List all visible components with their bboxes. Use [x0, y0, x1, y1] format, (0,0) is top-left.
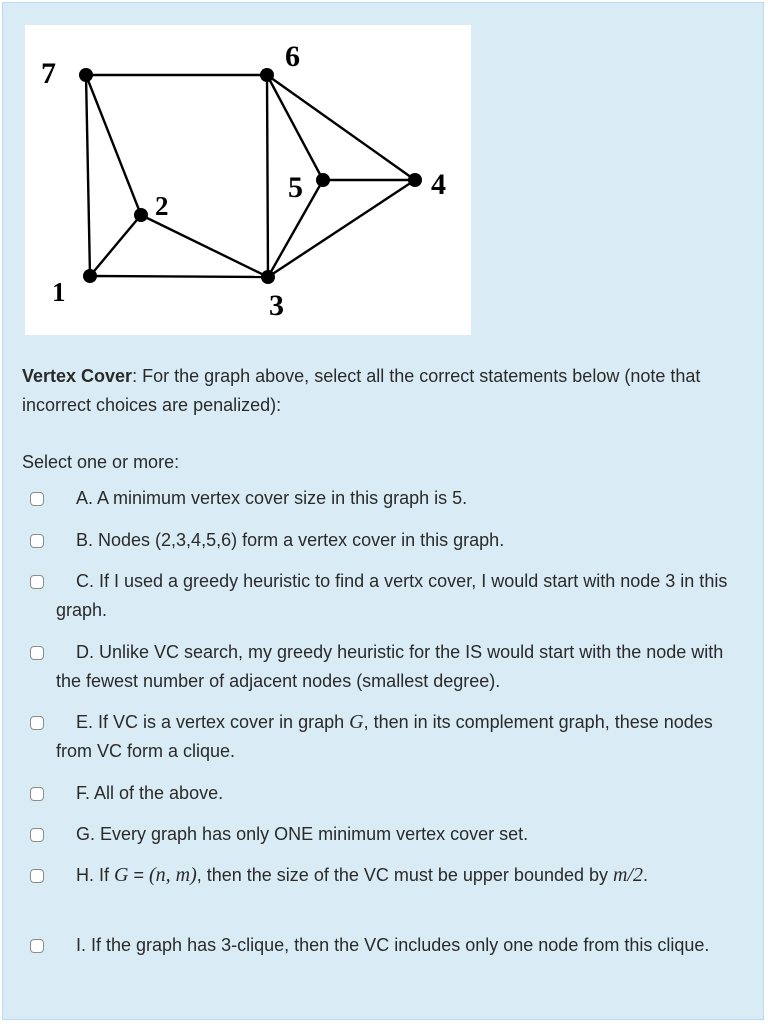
option-f-checkbox[interactable] — [30, 787, 44, 801]
question-body: : For the graph above, select all the correct statements below (note that incorrect choices are penalized): — [22, 366, 701, 415]
option-a-label: A. A minimum vertex cover size in this graph is 5. — [76, 488, 468, 508]
option-a-checkbox[interactable] — [30, 492, 44, 506]
node-label-4: 4 — [431, 168, 446, 201]
question-text — [22, 362, 742, 420]
option-h-text-post: . — [643, 865, 649, 885]
option-h-math-g: G — [114, 864, 129, 886]
option-e-label — [56, 708, 750, 766]
node-1 — [83, 269, 97, 283]
option-f-label: F. All of the above. — [76, 783, 224, 803]
option-c-label: C. If I used a greedy heuristic to find a vertx cover, I would start with node 3 in this graph. — [56, 571, 728, 620]
edge-6-4 — [267, 75, 415, 180]
option-e-text-pre: E. If VC is a vertex cover in graph — [76, 712, 350, 732]
option-b-label: B. Nodes (2,3,4,5,6) form a vertex cover in this graph. — [76, 530, 505, 550]
option-h-label — [56, 861, 750, 890]
option-h-text-pre: H. If — [76, 865, 115, 885]
edge-6-5 — [267, 75, 323, 180]
edge-2-3 — [141, 215, 268, 277]
node-3 — [261, 270, 275, 284]
node-7 — [79, 68, 93, 82]
node-4 — [408, 173, 422, 187]
graph-svg — [25, 25, 471, 335]
select-prompt: Select one or more: — [22, 452, 180, 472]
node-label-1: 1 — [52, 277, 66, 307]
node-label-7: 7 — [41, 57, 56, 90]
graph-nodes — [79, 68, 422, 284]
node-label-6: 6 — [285, 40, 300, 73]
graph-edges — [86, 75, 415, 277]
option-i-label: I. If the graph has 3-clique, then the VC includes only one node from this clique. — [76, 935, 710, 955]
question-term: Vertex Cover — [22, 366, 133, 386]
node-5 — [316, 173, 330, 187]
option-d-label: D. Unlike VC search, my greedy heuristic for the IS would start with the node with the fewest number of adjacent nodes (smallest degree). — [56, 642, 724, 691]
node-label-2: 2 — [155, 191, 169, 221]
option-h-checkbox[interactable] — [30, 869, 44, 883]
option-e-checkbox[interactable] — [30, 716, 44, 730]
node-label-3: 3 — [269, 289, 284, 322]
edge-7-1 — [86, 75, 90, 276]
option-b-checkbox[interactable] — [30, 534, 44, 548]
option-e-text-post: , then in its complement graph, these nodes from VC form a clique. — [56, 712, 713, 761]
option-g-label: G. Every graph has only ONE minimum vertex cover set. — [76, 824, 529, 844]
option-d-checkbox[interactable] — [30, 646, 44, 660]
option-h-equals: = — [128, 865, 149, 885]
node-2 — [134, 208, 148, 222]
option-c-checkbox[interactable] — [30, 575, 44, 589]
edge-1-3 — [90, 276, 268, 277]
node-6 — [260, 68, 274, 82]
option-h-text-mid: , then the size of the VC must be upper bounded by — [196, 865, 614, 885]
edge-1-2 — [90, 215, 141, 276]
option-g-checkbox[interactable] — [30, 828, 44, 842]
option-e-math-g: G — [349, 711, 364, 733]
option-h-math-nm: (n, m) — [148, 864, 197, 886]
edge-6-3 — [267, 75, 268, 277]
option-h-math-m2: m/2 — [613, 864, 644, 886]
edge-7-2 — [86, 75, 141, 215]
option-i-checkbox[interactable] — [30, 939, 44, 953]
node-label-5: 5 — [288, 171, 303, 204]
graph-figure — [25, 25, 471, 335]
